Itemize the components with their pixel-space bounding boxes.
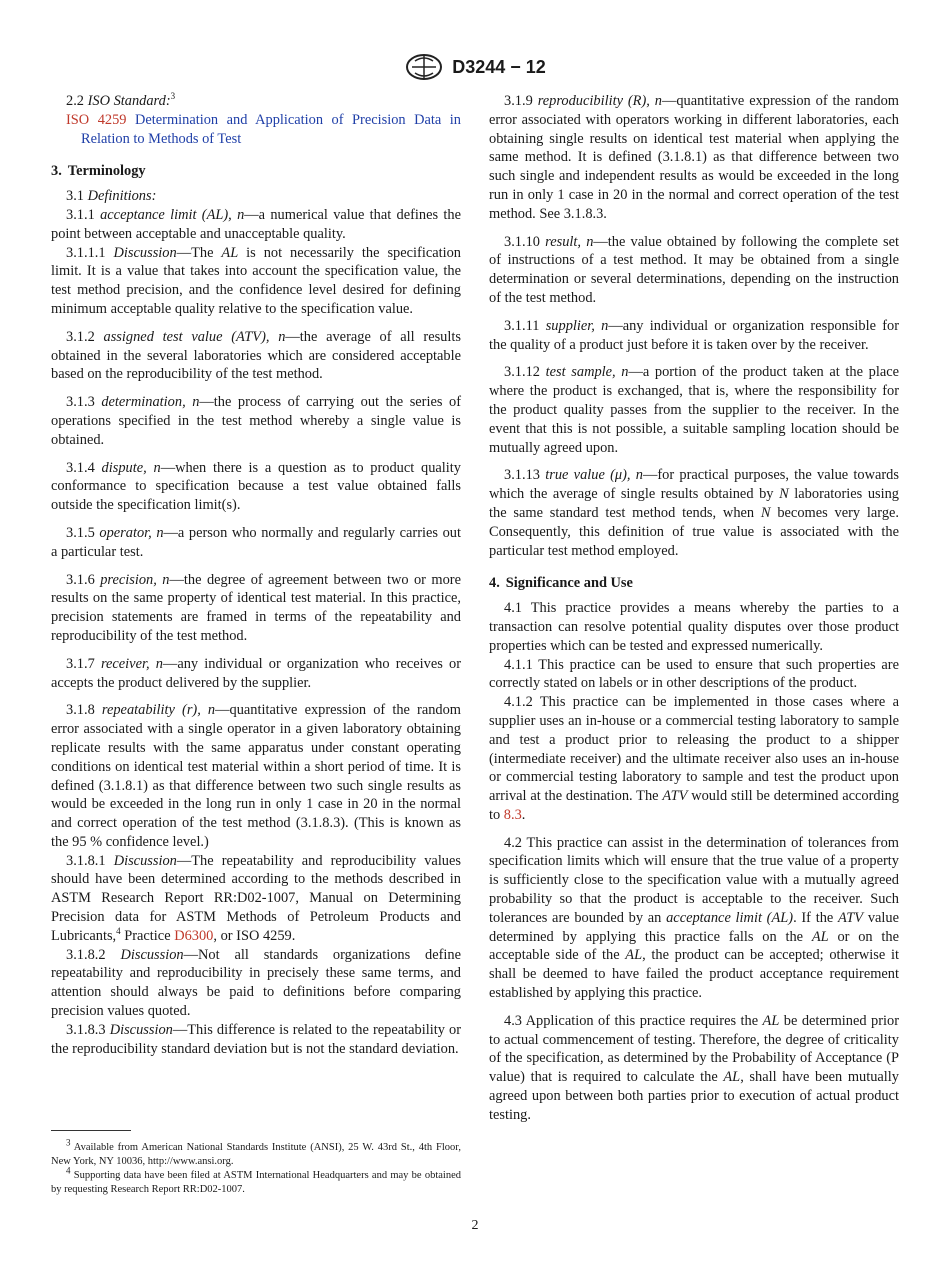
footnotes <box>51 1130 461 1197</box>
iso-4259-reference[interactable] <box>51 111 461 149</box>
section-3-1-7: 3.1.7 receiver, n—any individual or organization who receives or accepts the product delivered by the supplier. <box>51 655 461 691</box>
section-4-1: 4.1 This practice provides a means whereby the parties to a transaction can resolve potential quality disputes over those product properties which can be tested and expressed numerically. <box>489 600 899 654</box>
footnote-divider <box>51 1130 131 1131</box>
right-column <box>489 92 899 1134</box>
section-4-heading: 4. Significance and Use <box>489 575 633 592</box>
section-3-1-8-2: 3.1.8.2 Discussion—Not all standards organizations define repeatability and reproducibility in precisely these same terms, and attention should always be paid to definitions before comparing precision values quoted. <box>51 946 461 1020</box>
section-2-2: 2.2 ISO Standard:$^3$ <box>66 91 176 109</box>
section-3-1-5: 3.1.5 operator, n—a person who normally and regularly carries out a particular test. <box>51 524 461 560</box>
footnote-4: $^4$ Supporting data have been filed at ASTM International Headquarters and may be obtained by requesting Research Report RR:D02-1007. <box>51 1165 461 1195</box>
document-code: D3244 − 12 <box>452 56 546 77</box>
section-3-1: 3.1 Definitions: <box>66 188 157 205</box>
section-3-1-6: 3.1.6 precision, n—the degree of agreement between two or more results on the same property of identical test material. In this practice, precision statements are framed in terms of the repeatability and reproducibility of the test method. <box>51 571 461 644</box>
section-4-2: 4.2 This practice can assist in the determination of tolerances from specification limits which will ensure that the true value of a property is sufficiently close to the specification value with a mutually agreed probability so that the product is acceptable to the receiver. Such tolerances are bounded by an acceptance limit (AL). If the ATV value determined by applying this practice falls on the AL or on the acceptable side of the AL, the product can be accepted; otherwise it shall be deemed to have failed the product acceptance requirement established by applying this practice. <box>489 834 899 1002</box>
section-3-1-8-1: 3.1.8.1 Discussion—The repeatability and reproducibility values should have been determined according to the methods described in ASTM Research Report RR:D02-1007, Manual on Determining Precision data for ASTM Methods of Petroleum Products and Lubricants,$^4$ Practice D6300, or ISO 4259. <box>51 852 461 944</box>
section-8-3-link[interactable]: 8.3 <box>503 806 522 823</box>
astm-logo-icon <box>404 52 444 82</box>
left-column <box>51 92 461 1067</box>
section-3-heading: 3. Terminology <box>51 163 146 180</box>
section-4-3: 4.3 Application of this practice requires the AL be determined prior to actual commencement of testing. Therefore, the degree of criticality of the specification, as determined by the Probability of Acceptance (P value) that is required to calculate the AL, shall have been mutually agreed upon between both parties prior to execution of actual product testing. <box>489 1012 899 1123</box>
iso-4259-link[interactable]: ISO 4259 <box>66 111 127 128</box>
section-3-1-1-1: 3.1.1.1 Discussion—The AL is not necessarily the specification limit. It is a value that takes into account the specification value, the test method precision, and the confidence level desired for defining minimum acceptable quality relative to the specification value. <box>51 244 461 317</box>
page-header <box>0 52 950 82</box>
section-3-1-9: 3.1.9 reproducibility (R), n—quantitative expression of the random error associated with operators working in different laboratories, each obtaining single results on identical test material when applying the same method. It is defined (3.1.8.1) as that difference between two such single and independent results as would be exceeded in the long run in only 1 case in 20 in the normal and correct operation of the test method. See 3.1.8.3. <box>489 93 899 222</box>
iso-4259-title[interactable]: Determination and Application of Precision Data in Relation to Methods of Test <box>81 111 461 147</box>
page-number: 2 <box>471 1218 479 1233</box>
section-4-1-1: 4.1.1 This practice can be used to ensure that such properties are correctly stated on labels or in other descriptions of the product. <box>489 656 899 692</box>
footnote-3: $^3$ Available from American National Standards Institute (ANSI), 25 W. 43rd St., 4th Floor, New York, NY 10036, http://www.ansi.org. <box>51 1137 461 1167</box>
section-3-1-3: 3.1.3 determination, n—the process of carrying out the series of operations specified in the test method whereby a single value is obtained. <box>51 394 461 448</box>
section-3-1-4: 3.1.4 dispute, n—when there is a question as to product quality conformance to specification because a test value obtained falls outside the specification limit(s). <box>51 459 461 514</box>
section-3-1-12: 3.1.12 test sample, n—a portion of the product taken at the place where the product is exchanged, that is, where the responsibility for the product quality passes from the supplier to the receiver. In the event that this is not possible, a suitable sampling location should be mutually agreed upon. <box>489 364 899 456</box>
section-3-1-8-3: 3.1.8.3 Discussion—This difference is related to the repeatability or the reproducibility standard deviation but is not the standard deviation. <box>51 1021 461 1057</box>
section-3-1-8: 3.1.8 repeatability (r), n—quantitative expression of the random error associated with a single operator in a given laboratory obtaining replicate results with the same apparatus under constant operating conditions on identical test material within a short period of time. It is defined (3.1.8.1) as that difference between two such single results as would be exceeded in the long run in only 1 case in 20 in the normal and correct operation of the test method (3.1.8.3). (This is known as the 95 % confidence level.) <box>51 702 461 850</box>
section-3-1-11: 3.1.11 supplier, n—any individual or organization responsible for the quality of a product just before it is taken over by the receiver. <box>489 317 899 353</box>
section-3-1-2: 3.1.2 assigned test value (ATV), n—the average of all results obtained in the several laboratories which are considered acceptable based on the reproducibility of the test method. <box>51 328 461 383</box>
section-3-1-10: 3.1.10 result, n—the value obtained by following the complete set of instructions of a test method. It may be obtained from a single determination or several determinations, depending on the instruction of the test method. <box>489 233 899 306</box>
section-3-1-1: 3.1.1 acceptance limit (AL), n—a numerical value that defines the point between acceptable and unacceptable quality. <box>51 206 461 242</box>
section-4-1-2: 4.1.2 This practice can be implemented in those cases where a supplier uses an in-house or a commercial testing laboratory to sample and test a product prior to releasing the product to a shipper (intermediate receiver) and the ultimate receiver also uses an in-house or commercial testing laboratory to sample and test the product upon arrival at the destination. The ATV would still be determined according to 8.3. <box>489 694 899 823</box>
d6300-link[interactable]: D6300 <box>174 927 214 944</box>
section-3-1-13: 3.1.13 true value (μ), n—for practical purposes, the value towards which the average of single results obtained by N laboratories using the same standard test method tends, when N becomes very large. Consequently, this definition of true value is associated with the particular test method employed. <box>489 467 899 559</box>
